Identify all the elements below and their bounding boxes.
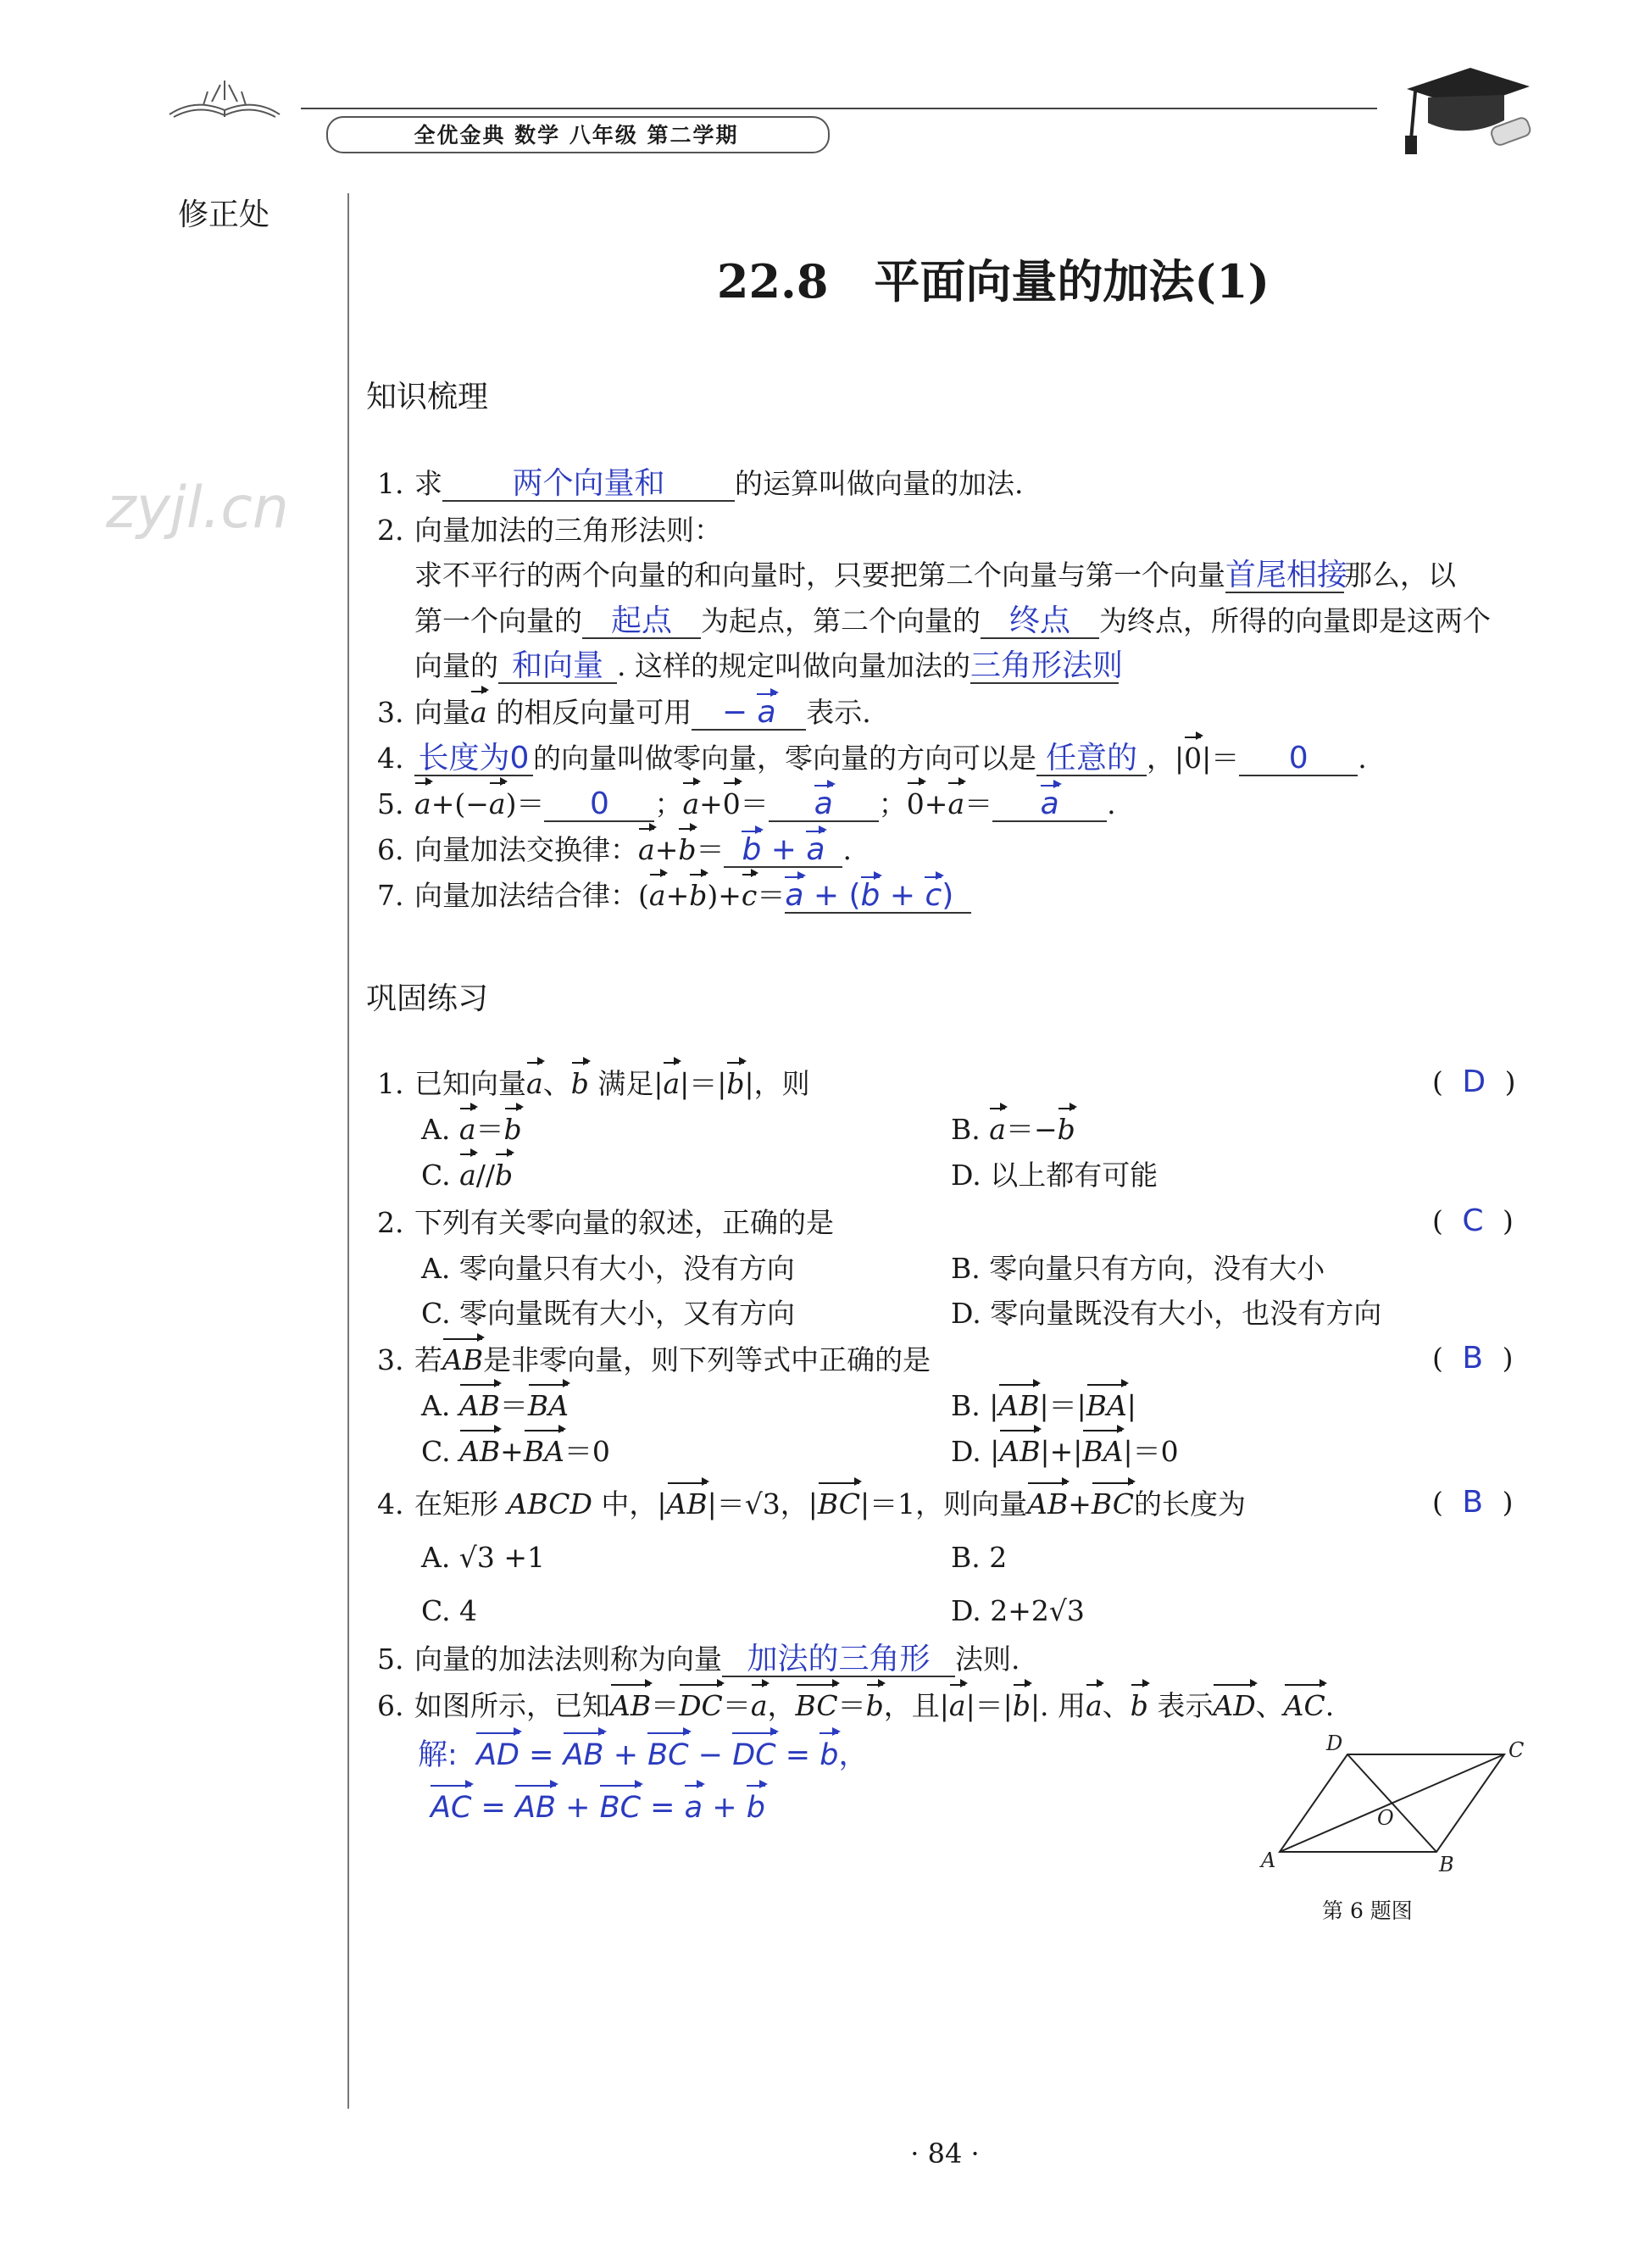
q1-option-d: D. 以上都有可能 bbox=[951, 1159, 1158, 1192]
answer-blank: a + (b + c) bbox=[785, 880, 971, 914]
question-5: 5. 向量的加法法则称为向量 加法的三角形 法则. bbox=[377, 1642, 1020, 1676]
answer-blank: 加法的三角形 bbox=[722, 1643, 955, 1677]
answer-blank: 任意的 bbox=[1036, 742, 1147, 776]
knowledge-item-1: 1. 求 两个向量和 的运算叫做向量的加法. bbox=[377, 466, 1024, 501]
knowledge-item-3: 3. 向量a 的相反向量可用 − a 表示. bbox=[377, 693, 871, 732]
question-6-stem: 6. 如图所示，已知AB＝DC＝a，BC＝b，且|a|＝|b|. 用a、b 表示AD、AC. bbox=[377, 1687, 1334, 1726]
answer-blank: 长度为0 bbox=[414, 742, 533, 776]
answer-blank: 三角形法则 bbox=[970, 648, 1123, 683]
answer-choice-1: ( D ) bbox=[1432, 1065, 1516, 1099]
vertex-label-c: C bbox=[1508, 1738, 1525, 1762]
solution-line-1: 解: AD = AB + BC − DC = b， bbox=[418, 1736, 868, 1775]
answer-choice-4: ( B ) bbox=[1432, 1485, 1514, 1520]
graduation-cap-icon bbox=[1390, 59, 1534, 161]
answer-choice-3: ( B ) bbox=[1432, 1341, 1514, 1376]
knowledge-item-5: 5. a+(−a)＝ 0 ；a+0＝ a ；0+a＝ a . bbox=[377, 785, 1116, 824]
question-4-stem: 4. 在矩形 ABCD 中，|AB|＝√3，|BC|＝1，则向量AB+BC的长度为 bbox=[377, 1485, 1246, 1524]
vertex-label-a: A bbox=[1261, 1848, 1276, 1872]
knowledge-item-6: 6. 向量加法交换律：a+b＝ b + a . bbox=[377, 831, 852, 870]
q4-option-a: A. √3 +1 bbox=[421, 1541, 545, 1574]
sidebar-label: 修正处 bbox=[178, 197, 270, 232]
knowledge-item-2-line2: 第一个向量的 起点 为起点，第二个向量的 终点 为终点，所得的向量即是这两个 bbox=[414, 603, 1491, 638]
q1-option-b: B. a＝−b bbox=[951, 1110, 1075, 1149]
section-heading-practice: 巩固练习 bbox=[366, 981, 489, 1016]
q3-option-a: A. AB＝BA bbox=[421, 1387, 569, 1426]
answer-blank: b + a bbox=[724, 834, 842, 868]
page-number: · 84 · bbox=[910, 2137, 980, 2170]
vertex-label-b: B bbox=[1439, 1853, 1454, 1876]
answer-blank: 0 bbox=[1239, 742, 1358, 776]
q3-option-b: B. |AB|＝|BA| bbox=[951, 1387, 1136, 1426]
q3-option-d: D. |AB|+|BA|＝0 bbox=[951, 1432, 1179, 1471]
knowledge-item-2-line1: 求不平行的两个向量的和向量时，只要把第二个向量与第一个向量首尾相接那么，以 bbox=[414, 558, 1456, 592]
answer-blank: 起点 bbox=[582, 605, 701, 639]
answer-blank: − a bbox=[692, 697, 806, 731]
question-2-stem: 2. 下列有关零向量的叙述，正确的是 bbox=[377, 1206, 834, 1239]
vertex-label-d: D bbox=[1326, 1733, 1343, 1755]
page-title: 22.8 平面向量的加法(1) bbox=[716, 254, 1270, 309]
knowledge-item-2: 2. 向量加法的三角形法则： bbox=[377, 514, 722, 547]
answer-blank: a bbox=[769, 788, 879, 822]
book-title: 全优金典 数学 八年级 第二学期 bbox=[414, 123, 739, 147]
question-3-stem: 3. 若AB是非零向量，则下列等式中正确的是 bbox=[377, 1341, 931, 1380]
q2-option-d: D. 零向量既没有大小，也没有方向 bbox=[951, 1297, 1382, 1330]
solution-line-2: AC = AB + BC = a + b bbox=[431, 1788, 765, 1827]
question-1-stem: 1. 已知向量a、b 满足|a|＝|b|，则 bbox=[377, 1065, 810, 1103]
answer-blank: a bbox=[992, 788, 1107, 822]
answer-choice-2: ( C ) bbox=[1432, 1203, 1514, 1238]
watermark: zyjl.cn bbox=[106, 475, 289, 542]
knowledge-item-4: 4. 长度为0 的向量叫做零向量，零向量的方向可以是 任意的 ，|0|＝ 0 . bbox=[377, 739, 1367, 778]
knowledge-item-7: 7. 向量加法结合律：(a+b)+c＝a + (b + c) bbox=[377, 876, 971, 915]
q1-option-a: A. a＝b bbox=[421, 1110, 522, 1149]
answer-blank: 两个向量和 bbox=[442, 468, 735, 502]
answer-blank: 首尾相接 bbox=[1225, 558, 1348, 592]
q3-option-c: C. AB+BA＝0 bbox=[421, 1432, 610, 1471]
q4-option-c: C. 4 bbox=[421, 1594, 478, 1627]
sidebar-divider bbox=[347, 193, 349, 2109]
q4-option-d: D. 2+2√3 bbox=[951, 1594, 1085, 1627]
center-label-o: O bbox=[1377, 1806, 1394, 1830]
answer-blank: 和向量 bbox=[498, 650, 617, 684]
answer-blank: 0 bbox=[544, 788, 654, 822]
section-heading-knowledge: 知识梳理 bbox=[366, 380, 489, 414]
q2-option-b: B. 零向量只有方向，没有大小 bbox=[951, 1252, 1325, 1285]
knowledge-item-2-line3: 向量的 和向量 . 这样的规定叫做向量加法的三角形法则 bbox=[414, 648, 1123, 683]
q1-option-c: C. a//b bbox=[421, 1156, 513, 1195]
parallelogram-figure bbox=[1254, 1733, 1534, 1886]
q2-option-c: C. 零向量既有大小，又有方向 bbox=[421, 1297, 796, 1330]
figure-caption: 第 6 题图 bbox=[1322, 1898, 1413, 1923]
q4-option-b: B. 2 bbox=[951, 1541, 1008, 1574]
diagonal-bd bbox=[1347, 1754, 1436, 1852]
q2-option-a: A. 零向量只有大小，没有方向 bbox=[421, 1252, 795, 1285]
answer-blank: 终点 bbox=[981, 605, 1099, 639]
open-book-icon bbox=[161, 76, 288, 123]
